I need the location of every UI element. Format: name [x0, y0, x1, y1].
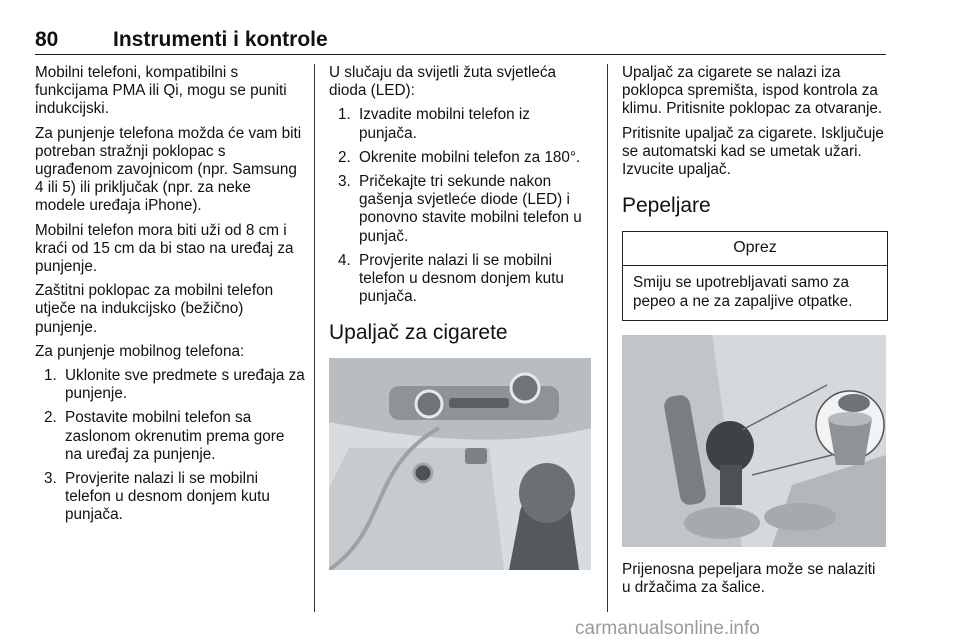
column-1 [35, 64, 305, 531]
page-number: 80 [35, 28, 59, 51]
list-item: 2. Postavite mobilni telefon sa zaslonom okrenutim prema gore na uređaj za punjenje. [44, 409, 285, 463]
led-steps-list [329, 106, 591, 306]
section-heading: Pepeljare [622, 194, 711, 218]
paragraph: Za punjenje telefona možda će vam biti potreban stražnji poklopac s ugrađenom zavojnicom (npr. Samsung 4 ili 5) ili priključak (npr. za neke modele uređaja iPhone). [35, 124, 302, 215]
column-divider [314, 64, 315, 612]
caution-text: Smiju se upotrebljavati samo za pepeo a ne za zapaljive otpatke. [633, 274, 853, 310]
column-divider [607, 64, 608, 612]
ashtray-illustration [622, 335, 886, 547]
list-item: 1. Izvadite mobilni telefon iz punjača. [338, 106, 530, 142]
caution-title: Oprez [623, 232, 887, 266]
list-item: 2. Okrenite mobilni telefon za 180°. [338, 148, 581, 166]
chapter-title: Instrumenti i kontrole [113, 28, 328, 51]
watermark: carmanualsonline.info [575, 618, 760, 639]
paragraph: Mobilni telefon mora biti uži od 8 cm i kraći od 15 cm da bi stao na uređaj za punjenje. [35, 221, 294, 276]
figure-caption: Prijenosna pepeljara može se nalaziti u držačima za šalice. [622, 560, 876, 597]
column-3 [622, 64, 888, 603]
list-item: 3. Provjerite nalazi li se mobilni telefon u desnom donjem kutu punjača. [44, 470, 270, 524]
paragraph: U slučaju da svijetli žuta svjetleća dioda (LED): [329, 64, 557, 100]
list-item: 4. Provjerite nalazi li se mobilni telefon u desnom donjem kutu punjača. [338, 251, 564, 306]
section-heading: Upaljač za cigarete [329, 321, 508, 345]
paragraph: Za punjenje mobilnog telefona: [35, 342, 245, 360]
page-header [35, 28, 886, 55]
cigarette-lighter-illustration [329, 358, 591, 570]
paragraph: Zaštitni poklopac za mobilni telefon utječe na indukcijsko (bežično) punjenje. [35, 282, 274, 336]
column-2 [329, 64, 591, 570]
list-item: 3. Pričekajte tri sekunde nakon gašenja svjetleće diode (LED) i ponovno stavite mobilni telefon u punjač. [338, 173, 582, 245]
paragraph: Mobilni telefoni, kompatibilni s funkcijama PMA ili Qi, mogu se puniti indukcijski. [35, 64, 287, 118]
caution-box [622, 231, 888, 321]
charging-steps-list [35, 367, 305, 525]
list-item: 1. Uklonite sve predmete s uređaja za punjenje. [44, 367, 305, 403]
paragraph: Pritisnite upaljač za cigarete. Isključuje se automatski kad se umetak užari. Izvucite upaljač. [622, 124, 884, 179]
paragraph: Upaljač za cigarete se nalazi iza poklopca spremišta, ispod kontrola za klimu. Pritisnite poklopac za otvaranje. [622, 64, 883, 118]
